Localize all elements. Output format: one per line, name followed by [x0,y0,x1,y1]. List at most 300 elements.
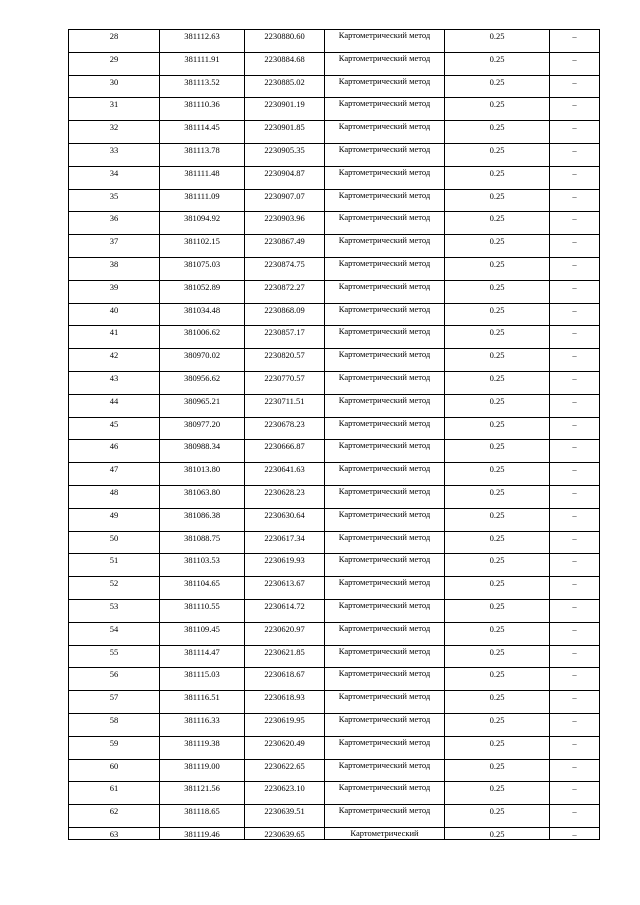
table-row [69,508,600,531]
point-number-cell [69,371,160,394]
note-cell-text: – [572,532,577,543]
note-cell-text: – [572,418,577,429]
accuracy-cell-text: 0.25 [489,418,505,429]
x-coordinate-cell-text: 381111.91 [184,53,220,64]
accuracy-cell [445,349,550,372]
method-cell [325,508,445,531]
y-coordinate-cell-text: 2230628.23 [264,486,305,497]
method-cell-text: Картометрический метод [338,371,431,382]
note-cell [550,394,600,417]
accuracy-cell-text: 0.25 [489,304,505,315]
note-cell [550,212,600,235]
x-coordinate-cell-text: 381110.55 [184,600,220,611]
x-coordinate-cell [160,554,245,577]
note-cell [550,326,600,349]
x-coordinate-cell-text: 381088.75 [183,532,221,543]
method-cell [325,736,445,759]
accuracy-cell [445,736,550,759]
table-row [69,212,600,235]
x-coordinate-cell-text: 381109.45 [184,623,220,634]
table-row [69,827,600,839]
point-number-cell [69,782,160,805]
y-coordinate-cell [245,508,325,531]
y-coordinate-cell-text: 2230857.17 [264,327,305,338]
note-cell [550,189,600,212]
point-number-cell [69,531,160,554]
y-coordinate-cell-text: 2230905.35 [264,144,305,155]
y-coordinate-cell-text: 2230901.85 [264,122,305,133]
y-coordinate-cell [245,52,325,75]
accuracy-cell [445,52,550,75]
accuracy-cell [445,98,550,121]
y-coordinate-cell-text: 2230868.09 [264,304,305,315]
table-row [69,485,600,508]
note-cell [550,713,600,736]
x-coordinate-cell-text: 380977.20 [183,418,221,429]
x-coordinate-cell-text: 381119.46 [184,828,220,839]
x-coordinate-cell-text: 381102.15 [184,236,220,247]
y-coordinate-cell-text: 2230885.02 [264,76,305,87]
note-cell [550,827,600,839]
x-coordinate-cell [160,736,245,759]
note-cell [550,508,600,531]
method-cell-text: Картометрический метод [338,75,431,86]
y-coordinate-cell-text: 2230641.63 [264,464,305,475]
x-coordinate-cell-text: 381013.80 [183,464,221,475]
y-coordinate-cell [245,349,325,372]
method-cell-text: Картометрический метод [338,349,431,360]
method-cell [325,326,445,349]
y-coordinate-cell-text: 2230620.97 [264,623,305,634]
x-coordinate-cell-text: 381119.00 [184,760,220,771]
table-row [69,394,600,417]
point-number-cell-text: 59 [109,737,119,748]
x-coordinate-cell [160,280,245,303]
note-cell-text: – [572,372,577,383]
accuracy-cell [445,531,550,554]
method-cell [325,235,445,258]
accuracy-cell-text: 0.25 [489,144,505,155]
point-number-cell [69,349,160,372]
y-coordinate-cell-text: 2230820.57 [264,350,305,361]
table-row [69,349,600,372]
y-coordinate-cell [245,668,325,691]
x-coordinate-cell-text: 381094.92 [183,213,221,224]
accuracy-cell-text: 0.25 [489,350,505,361]
point-number-cell [69,736,160,759]
point-number-cell [69,121,160,144]
table-row [69,143,600,166]
method-cell [325,98,445,121]
accuracy-cell [445,280,550,303]
accuracy-cell [445,303,550,326]
method-cell-text: Картометрический метод [338,166,431,177]
x-coordinate-cell [160,212,245,235]
table-row [69,121,600,144]
point-number-cell-text: 41 [109,327,119,338]
method-cell [325,805,445,828]
note-cell-text: – [572,600,577,611]
table-row [69,280,600,303]
x-coordinate-cell [160,52,245,75]
y-coordinate-cell [245,691,325,714]
y-coordinate-cell-text: 2230770.57 [264,372,305,383]
y-coordinate-cell [245,212,325,235]
note-cell-text: – [572,213,577,224]
x-coordinate-cell [160,599,245,622]
accuracy-cell-text: 0.25 [489,464,505,475]
table-row [69,713,600,736]
y-coordinate-cell [245,463,325,486]
x-coordinate-cell [160,805,245,828]
x-coordinate-cell [160,668,245,691]
method-cell [325,280,445,303]
method-cell-text: Картометрический метод [338,531,431,542]
accuracy-cell [445,691,550,714]
y-coordinate-cell-text: 2230639.65 [264,828,305,839]
x-coordinate-cell [160,75,245,98]
y-coordinate-cell [245,827,325,839]
accuracy-cell [445,75,550,98]
table-row [69,371,600,394]
y-coordinate-cell [245,485,325,508]
y-coordinate-cell-text: 2230619.95 [264,714,305,725]
note-cell [550,577,600,600]
method-cell [325,759,445,782]
point-number-cell [69,713,160,736]
table-row [69,30,600,53]
point-number-cell-text: 49 [109,509,119,520]
point-number-cell [69,668,160,691]
x-coordinate-cell [160,257,245,280]
method-cell [325,827,445,839]
point-number-cell [69,326,160,349]
note-cell-text: – [572,555,577,566]
method-cell-text: Картометрический метод [338,805,431,816]
note-cell-text: – [572,464,577,475]
accuracy-cell-text: 0.25 [489,623,505,634]
x-coordinate-cell-text: 381110.36 [184,99,220,110]
y-coordinate-cell-text: 2230904.87 [264,167,305,178]
point-number-cell [69,440,160,463]
method-cell-text: Картометрический метод [338,736,431,747]
method-cell-text: Картометрический метод [338,668,431,679]
point-number-cell [69,189,160,212]
y-coordinate-cell-text: 2230867.49 [264,236,305,247]
method-cell-text: Картометрический метод [338,782,431,793]
method-cell [325,30,445,53]
note-cell-text: – [572,53,577,64]
method-cell-text: Картометрический метод [338,691,431,702]
y-coordinate-cell [245,75,325,98]
accuracy-cell-text: 0.25 [489,213,505,224]
note-cell [550,349,600,372]
y-coordinate-cell [245,371,325,394]
note-cell [550,622,600,645]
method-cell-text: Картометрический метод [338,121,431,132]
note-cell-text: – [572,144,577,155]
note-cell-text: – [572,327,577,338]
y-coordinate-cell [245,759,325,782]
table-row [69,257,600,280]
table-row [69,645,600,668]
point-number-cell [69,52,160,75]
accuracy-cell [445,326,550,349]
point-number-cell-text: 38 [109,258,119,269]
x-coordinate-cell-text: 381006.62 [183,327,221,338]
y-coordinate-cell [245,143,325,166]
method-cell-text: Картометрический метод [338,394,431,405]
y-coordinate-cell-text: 2230901.19 [264,99,305,110]
point-number-cell [69,98,160,121]
note-cell [550,371,600,394]
y-coordinate-cell-text: 2230666.87 [264,441,305,452]
note-cell [550,417,600,440]
x-coordinate-cell-text: 381111.09 [184,190,220,201]
table-row [69,554,600,577]
y-coordinate-cell-text: 2230639.51 [264,806,305,817]
note-cell [550,235,600,258]
table-row [69,622,600,645]
table-row [69,440,600,463]
y-coordinate-cell-text: 2230613.67 [264,578,305,589]
y-coordinate-cell [245,713,325,736]
accuracy-cell-text: 0.25 [489,395,505,406]
x-coordinate-cell [160,508,245,531]
method-cell-text: Картометрический метод [338,622,431,633]
method-cell-text: Картометрический метод [338,417,431,428]
method-cell-text: Картометрический метод [338,235,431,246]
x-coordinate-cell-text: 381121.56 [184,783,220,794]
x-coordinate-cell [160,394,245,417]
point-number-cell-text: 35 [109,190,119,201]
x-coordinate-cell-text: 381052.89 [183,281,221,292]
method-cell-text: Картометрический [350,827,419,838]
point-number-cell [69,212,160,235]
accuracy-cell [445,577,550,600]
method-cell-text: Картометрический метод [338,440,431,451]
point-number-cell-text: 43 [109,372,119,383]
point-number-cell-text: 52 [109,578,119,589]
method-cell-text: Картометрический метод [338,30,431,40]
accuracy-cell [445,782,550,805]
table-row [69,303,600,326]
accuracy-cell-text: 0.25 [489,669,505,680]
y-coordinate-cell [245,645,325,668]
note-cell [550,599,600,622]
method-cell [325,463,445,486]
note-cell [550,759,600,782]
coordinates-table-body [69,30,600,840]
x-coordinate-cell [160,349,245,372]
point-number-cell-text: 61 [109,783,119,794]
point-number-cell [69,759,160,782]
table-row [69,668,600,691]
y-coordinate-cell [245,440,325,463]
note-cell [550,303,600,326]
x-coordinate-cell [160,303,245,326]
table-row [69,599,600,622]
x-coordinate-cell-text: 381114.45 [184,122,220,133]
note-cell [550,531,600,554]
note-cell-text: – [572,304,577,315]
accuracy-cell [445,166,550,189]
y-coordinate-cell [245,554,325,577]
method-cell [325,121,445,144]
x-coordinate-cell-text: 381114.47 [184,646,220,657]
y-coordinate-cell [245,257,325,280]
accuracy-cell-text: 0.25 [489,281,505,292]
accuracy-cell [445,30,550,53]
x-coordinate-cell-text: 381115.03 [184,669,220,680]
y-coordinate-cell-text: 2230614.72 [264,600,305,611]
note-cell [550,166,600,189]
note-cell-text: – [572,509,577,520]
method-cell-text: Картометрический метод [338,463,431,474]
accuracy-cell [445,554,550,577]
accuracy-cell [445,622,550,645]
x-coordinate-cell [160,121,245,144]
note-cell-text: – [572,646,577,657]
point-number-cell-text: 42 [109,350,119,361]
x-coordinate-cell [160,326,245,349]
y-coordinate-cell-text: 2230622.65 [264,760,305,771]
note-cell-text: – [572,737,577,748]
note-cell [550,805,600,828]
y-coordinate-cell [245,736,325,759]
accuracy-cell-text: 0.25 [489,99,505,110]
point-number-cell-text: 46 [109,441,119,452]
note-cell-text: – [572,99,577,110]
x-coordinate-cell [160,577,245,600]
accuracy-cell-text: 0.25 [489,532,505,543]
x-coordinate-cell-text: 381034.48 [183,304,221,315]
y-coordinate-cell [245,166,325,189]
method-cell [325,394,445,417]
point-number-cell-text: 30 [109,76,119,87]
accuracy-cell-text: 0.25 [489,441,505,452]
note-cell [550,554,600,577]
table-row [69,782,600,805]
note-cell-text: – [572,760,577,771]
x-coordinate-cell [160,235,245,258]
accuracy-cell-text: 0.25 [489,258,505,269]
y-coordinate-cell-text: 2230618.93 [264,692,305,703]
point-number-cell-text: 58 [109,714,119,725]
y-coordinate-cell-text: 2230872.27 [264,281,305,292]
note-cell-text: – [572,486,577,497]
y-coordinate-cell [245,417,325,440]
accuracy-cell-text: 0.25 [489,486,505,497]
note-cell [550,782,600,805]
x-coordinate-cell-text: 380988.34 [183,441,221,452]
note-cell-text: – [572,669,577,680]
table-row [69,463,600,486]
note-cell-text: – [572,828,577,839]
method-cell [325,143,445,166]
accuracy-cell [445,121,550,144]
point-number-cell-text: 48 [109,486,119,497]
x-coordinate-cell [160,166,245,189]
point-number-cell-text: 29 [109,53,119,64]
method-cell-text: Картометрический метод [338,326,431,337]
method-cell-text: Картометрический метод [338,212,431,223]
method-cell-text: Картометрический метод [338,143,431,154]
note-cell [550,52,600,75]
note-cell [550,463,600,486]
method-cell [325,782,445,805]
method-cell [325,645,445,668]
method-cell [325,303,445,326]
accuracy-cell-text: 0.25 [489,372,505,383]
x-coordinate-cell-text: 381111.48 [184,167,220,178]
point-number-cell-text: 28 [109,31,119,41]
table-row [69,75,600,98]
y-coordinate-cell [245,30,325,53]
point-number-cell-text: 32 [109,122,119,133]
y-coordinate-cell-text: 2230620.49 [264,737,305,748]
table-row [69,577,600,600]
point-number-cell [69,257,160,280]
note-cell [550,143,600,166]
accuracy-cell-text: 0.25 [489,578,505,589]
x-coordinate-cell-text: 381116.33 [184,714,220,725]
x-coordinate-cell [160,371,245,394]
accuracy-cell-text: 0.25 [489,828,505,839]
x-coordinate-cell [160,143,245,166]
accuracy-cell [445,508,550,531]
point-number-cell-text: 55 [109,646,119,657]
point-number-cell-text: 36 [109,213,119,224]
table-row [69,326,600,349]
method-cell [325,349,445,372]
y-coordinate-cell [245,599,325,622]
method-cell [325,531,445,554]
point-number-cell [69,691,160,714]
accuracy-cell-text: 0.25 [489,31,505,41]
x-coordinate-cell [160,622,245,645]
point-number-cell [69,394,160,417]
x-coordinate-cell [160,645,245,668]
accuracy-cell-text: 0.25 [489,76,505,87]
note-cell-text: – [572,350,577,361]
method-cell [325,485,445,508]
accuracy-cell-text: 0.25 [489,236,505,247]
y-coordinate-cell-text: 2230884.68 [264,53,305,64]
point-number-cell [69,599,160,622]
accuracy-cell-text: 0.25 [489,714,505,725]
method-cell-text: Картометрический метод [338,257,431,268]
point-number-cell [69,622,160,645]
note-cell-text: – [572,236,577,247]
method-cell-text: Картометрический метод [338,280,431,291]
accuracy-cell-text: 0.25 [489,783,505,794]
x-coordinate-cell [160,463,245,486]
method-cell-text: Картометрический метод [338,52,431,63]
note-cell [550,280,600,303]
y-coordinate-cell [245,805,325,828]
method-cell [325,577,445,600]
method-cell-text: Картометрический метод [338,554,431,565]
method-cell [325,189,445,212]
point-number-cell-text: 63 [109,828,119,839]
method-cell [325,622,445,645]
point-number-cell [69,508,160,531]
x-coordinate-cell-text: 381116.51 [184,692,220,703]
method-cell-text: Картометрический метод [338,98,431,109]
table-row [69,736,600,759]
y-coordinate-cell-text: 2230618.67 [264,669,305,680]
